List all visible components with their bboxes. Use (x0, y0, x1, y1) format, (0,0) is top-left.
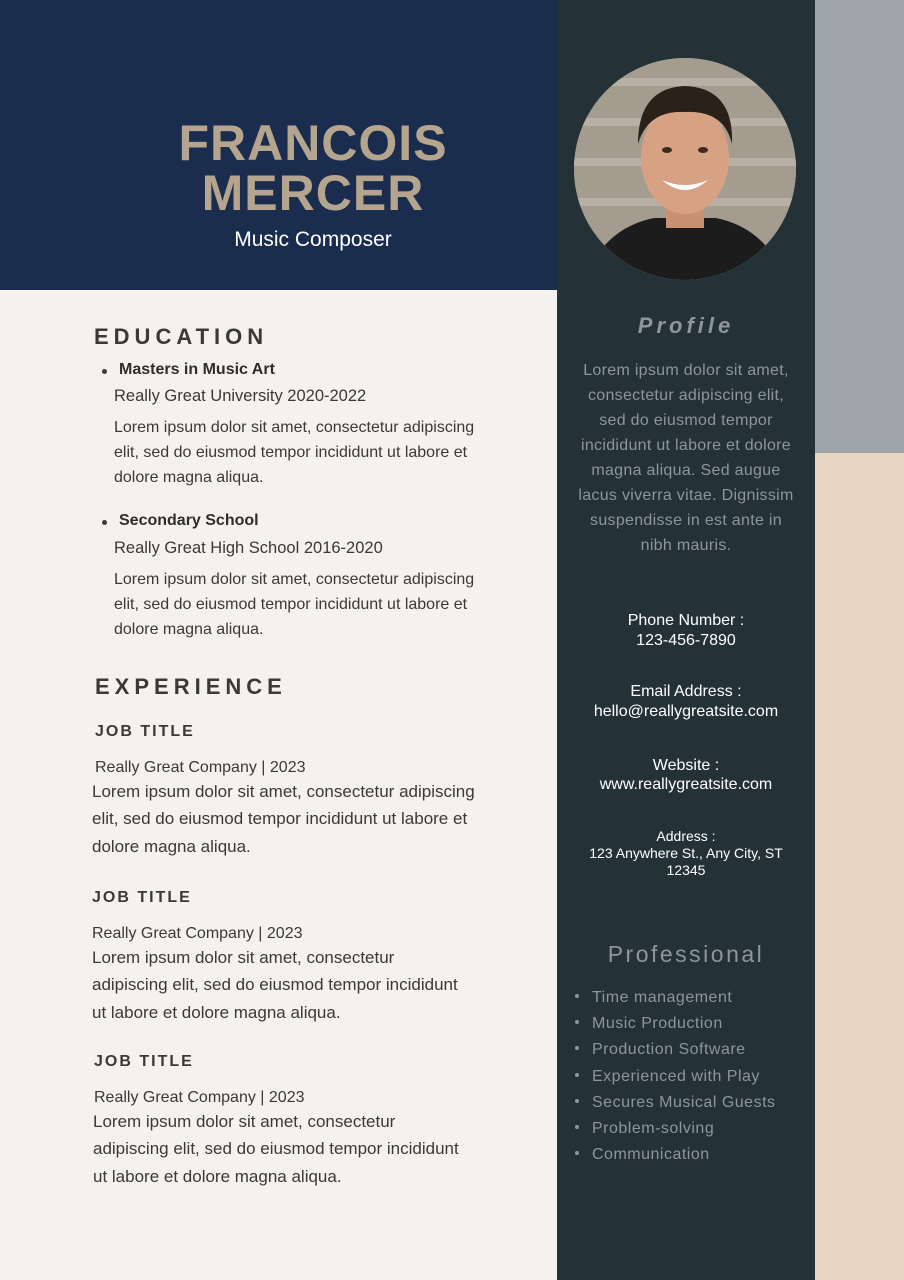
website-value: www.reallygreatsite.com (599, 776, 773, 793)
education-desc-line: elit, sed do eiusmod tempor incididunt ut labore et (114, 444, 468, 461)
profile-line: consectetur adipiscing elit, (587, 387, 785, 404)
address-label: Address : (656, 828, 716, 844)
education-heading: EDUCATION (94, 324, 269, 349)
job-desc-line: ut labore et dolore magna aliqua. (92, 1003, 341, 1022)
job-role: Music Composer (234, 228, 392, 251)
address-line: 123 Anywhere St., Any City, ST (589, 845, 783, 861)
skill-item (575, 1146, 710, 1164)
skill-label: Communication (592, 1146, 710, 1163)
profile-line: magna aliqua. Sed augue (591, 462, 781, 479)
bullet-icon (575, 1099, 579, 1103)
bullet-icon (575, 994, 579, 998)
skill-item (575, 1068, 760, 1086)
skill-label: Music Production (592, 1015, 723, 1032)
education-desc-line: Lorem ipsum dolor sit amet, consectetur adipiscing (114, 419, 475, 436)
website-label: Website : (652, 757, 720, 774)
email-value: hello@reallygreatsite.com (593, 703, 779, 720)
job-desc-line: ut labore et dolore magna aliqua. (93, 1167, 342, 1186)
bullet-icon (575, 1151, 579, 1155)
job-desc-line: Lorem ipsum dolor sit amet, consectetur (92, 948, 395, 967)
profile-line: Lorem ipsum dolor sit amet, (583, 362, 789, 379)
job-title: JOB TITLE (94, 1053, 194, 1070)
bullet-icon (102, 520, 107, 525)
job-desc-line: elit, sed do eiusmod tempor incididunt ut labore et (92, 809, 468, 828)
profile-line: nibh mauris. (640, 537, 732, 554)
bullet-icon (575, 1046, 579, 1050)
gray-accent-strip (815, 0, 904, 453)
skill-item (575, 989, 732, 1007)
skill-label: Time management (592, 989, 733, 1006)
education-degree: Masters in Music Art (119, 361, 275, 378)
job-company: Really Great Company | 2023 (95, 759, 306, 776)
skill-label: Secures Musical Guests (592, 1094, 776, 1111)
phone-label: Phone Number : (627, 612, 745, 629)
job-company: Really Great Company | 2023 (94, 1089, 305, 1106)
profile-line: sed do eiusmod tempor (599, 412, 773, 429)
first-name: FRANCOIS (178, 115, 448, 171)
profile-photo (574, 58, 796, 280)
profile-text (562, 358, 810, 558)
bullet-icon (575, 1073, 579, 1077)
education-desc-line: elit, sed do eiusmod tempor incididunt ut labore et (114, 596, 468, 613)
education-school: Really Great High School 2016-2020 (114, 539, 383, 557)
skill-label: Experienced with Play (592, 1068, 760, 1085)
job-desc-line: dolore magna aliqua. (92, 837, 251, 856)
job-desc-line: adipiscing elit, sed do eiusmod tempor incididunt (92, 975, 458, 994)
profile-line: lacus viverra vitae. Dignissim (578, 487, 794, 504)
job-desc-line: Lorem ipsum dolor sit amet, consectetur (93, 1112, 396, 1131)
education-desc-line: dolore magna aliqua. (114, 469, 264, 486)
last-name: MERCER (201, 165, 425, 221)
job-desc-line: adipiscing elit, sed do eiusmod tempor incididunt (93, 1139, 459, 1158)
bullet-icon (102, 369, 107, 374)
education-school: Really Great University 2020-2022 (114, 387, 367, 405)
skill-item (575, 1015, 723, 1033)
education-degree: Secondary School (119, 512, 259, 529)
bullet-icon (575, 1020, 579, 1024)
bullet-icon (575, 1125, 579, 1129)
skill-label: Production Software (592, 1041, 746, 1058)
phone-value: 123-456-7890 (636, 632, 736, 649)
skill-label: Problem-solving (592, 1120, 715, 1137)
skill-item (575, 1094, 776, 1112)
skill-item (575, 1041, 746, 1059)
job-title: JOB TITLE (95, 723, 195, 740)
education-desc-line: Lorem ipsum dolor sit amet, consectetur adipiscing (114, 571, 475, 588)
profile-heading: Profile (637, 313, 735, 338)
job-title: JOB TITLE (92, 889, 192, 906)
experience-heading: EXPERIENCE (95, 674, 287, 699)
job-desc-line: Lorem ipsum dolor sit amet, consectetur adipiscing (92, 782, 475, 801)
skill-item (575, 1120, 714, 1138)
professional-heading: Professional (607, 941, 765, 967)
portrait-image (574, 58, 796, 280)
email-label: Email Address : (630, 683, 742, 700)
job-company: Really Great Company | 2023 (92, 925, 303, 942)
profile-line: suspendisse in est ante in (590, 512, 782, 529)
beige-accent-strip (815, 453, 904, 1280)
education-desc-line: dolore magna aliqua. (114, 621, 264, 638)
address-line: 12345 (666, 862, 706, 878)
profile-line: incididunt ut labore et dolore (580, 437, 792, 454)
